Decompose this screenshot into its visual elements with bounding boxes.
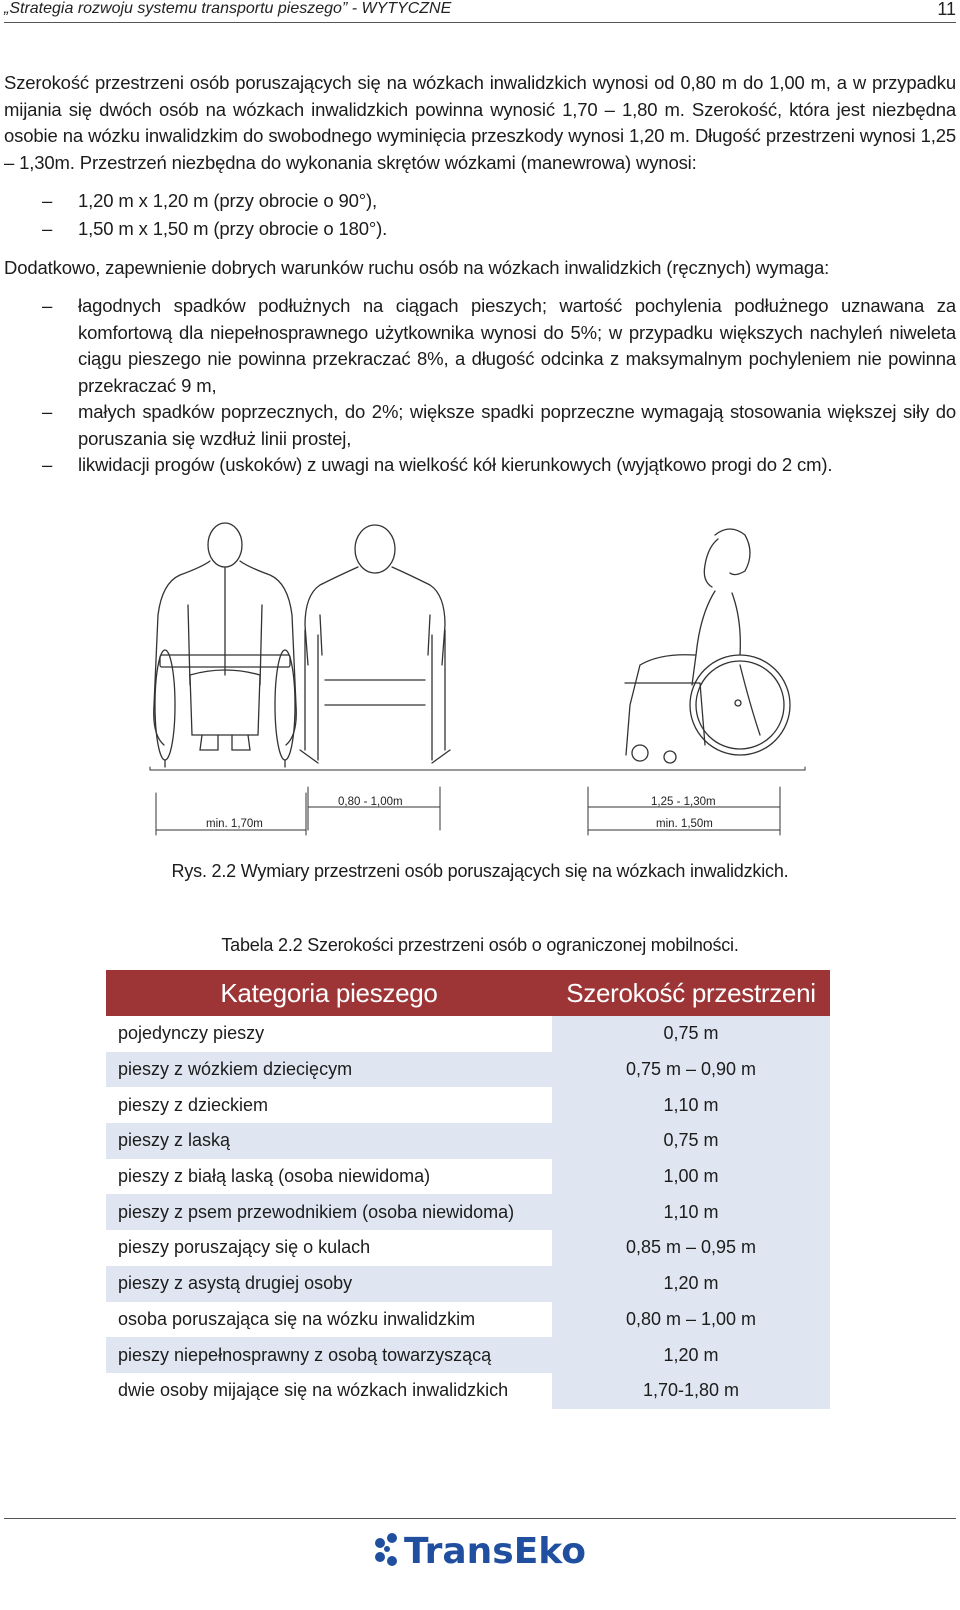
logo-mark-icon — [375, 1533, 397, 1566]
width-cell: 0,75 m — [552, 1123, 830, 1159]
category-cell: pieszy z dzieckiem — [106, 1087, 552, 1123]
dim-width: 0,80 - 1,00m — [338, 796, 403, 808]
width-cell: 0,75 m — [552, 1016, 830, 1052]
width-cell: 0,85 m – 0,95 m — [552, 1230, 830, 1266]
logo-text: TransEko — [404, 1531, 587, 1572]
conditions-list — [4, 293, 956, 479]
dim-min-width: min. 1,70m — [206, 818, 263, 830]
dim-min-length: min. 1,50m — [656, 818, 713, 830]
width-cell: 1,20 m — [552, 1266, 830, 1302]
category-cell: pieszy z asystą drugiej osoby — [106, 1266, 552, 1302]
list-item: – likwidacji progów (uskoków) z uwagi na wielkość kół kierunkowych (wyjątkowo progi do 2 cm). — [42, 454, 833, 475]
side-view-wheelchair-user — [625, 529, 790, 763]
figure-caption: Rys. 2.2 Wymiary przestrzeni osób poruszających się na wózkach inwalidzkich. — [171, 861, 789, 881]
table-row — [106, 1016, 830, 1052]
list-item: – łagodnych spadków podłużnych na ciągach pieszych; wartość pochylenia podłużnego uznawana za komfortową dla niepełnosprawnego użytkownika wynosi do 5%; w przypadku większych nachyleń niweleta ciągu pieszego nie powinna przekraczać 8%, a długość odcinka z maksymalnym pochyleniem nie powinna przekraczać 9 m, — [42, 295, 956, 396]
table-row — [106, 1373, 830, 1409]
category-cell: pieszy poruszający się o kulach — [106, 1230, 552, 1266]
width-cell: 1,20 m — [552, 1337, 830, 1373]
mobility-width-table — [106, 970, 830, 1409]
list-item: – małych spadków poprzecznych, do 2%; większe spadki poprzeczne wymagają stosowania większej siły do poruszania się wzdłuż linii prostej, — [42, 401, 956, 449]
transeko-logo — [370, 1528, 587, 1572]
footer-divider — [4, 1518, 956, 1519]
category-cell: pieszy niepełnosprawny z osobą towarzyszącą — [106, 1337, 552, 1373]
front-view-wheelchair-user — [154, 523, 297, 767]
wheelchair-dimensions-figure — [140, 505, 830, 845]
table-row — [106, 1087, 830, 1123]
paragraph-wheelchair-space: Szerokość przestrzeni osób poruszających się na wózkach inwalidzkich wynosi od 0,80 m do 1,00 m, a w przypadku mijania się dwóch osób na wózkach inwalidzkich powinna wynosić 1,70 – 1,80 m. Szerokość, która jest niezbędna osobie na wózku inwalidzkim do swobodnego wyminięcia przeszkody wynosi 1,20 m. Długość przestrzeni wynosi 1,25 – 1,30m. Przestrzeń niezbędna do wykonania skrętów wózkami (manewrowa) wynosi: — [4, 72, 956, 173]
table-row — [106, 1302, 830, 1338]
back-view-wheelchair-user — [300, 525, 450, 763]
width-cell: 1,10 m — [552, 1087, 830, 1123]
category-cell: pieszy z wózkiem dziecięcym — [106, 1052, 552, 1088]
table-row — [106, 1159, 830, 1195]
table-row — [106, 1230, 830, 1266]
header-category: Kategoria pieszego — [106, 970, 552, 1016]
header-width: Szerokość przestrzeni — [552, 970, 830, 1016]
table-row — [106, 1052, 830, 1088]
category-cell: osoba poruszająca się na wózku inwalidzkim — [106, 1302, 552, 1338]
table-row — [106, 1337, 830, 1373]
width-cell: 0,80 m – 1,00 m — [552, 1302, 830, 1338]
table-row — [106, 1123, 830, 1159]
table-row — [106, 1266, 830, 1302]
table-row — [106, 1194, 830, 1230]
width-cell: 0,75 m – 0,90 m — [552, 1052, 830, 1088]
turning-space-list — [4, 188, 956, 243]
width-cell: 1,10 m — [552, 1194, 830, 1230]
category-cell: pojedynczy pieszy — [106, 1016, 552, 1052]
category-cell: dwie osoby mijające się na wózkach inwalidzkich — [106, 1373, 552, 1409]
category-cell: pieszy z laską — [106, 1123, 552, 1159]
category-cell: pieszy z białą laską (osoba niewidoma) — [106, 1159, 552, 1195]
document-title: „Strategia rozwoju systemu transportu pieszego” - WYTYCZNE — [4, 0, 452, 17]
page-number: 11 — [937, 0, 956, 19]
table-header-row — [106, 970, 830, 1016]
width-cell: 1,00 m — [552, 1159, 830, 1195]
width-cell: 1,70-1,80 m — [552, 1373, 830, 1409]
list-item: – 1,50 m x 1,50 m (przy obrocie o 180°). — [42, 217, 388, 239]
dim-length: 1,25 - 1,30m — [651, 796, 716, 808]
paragraph-conditions: Dodatkowo, zapewnienie dobrych warunków ruchu osób na wózkach inwalidzkich (ręcznych) wymaga: — [4, 257, 830, 278]
page-header — [4, 0, 956, 23]
category-cell: pieszy z psem przewodnikiem (osoba niewidoma) — [106, 1194, 552, 1230]
list-item: – 1,20 m x 1,20 m (przy obrocie o 90°), — [42, 190, 378, 211]
table-caption: Tabela 2.2 Szerokości przestrzeni osób o ograniczonej mobilności. — [221, 935, 739, 955]
